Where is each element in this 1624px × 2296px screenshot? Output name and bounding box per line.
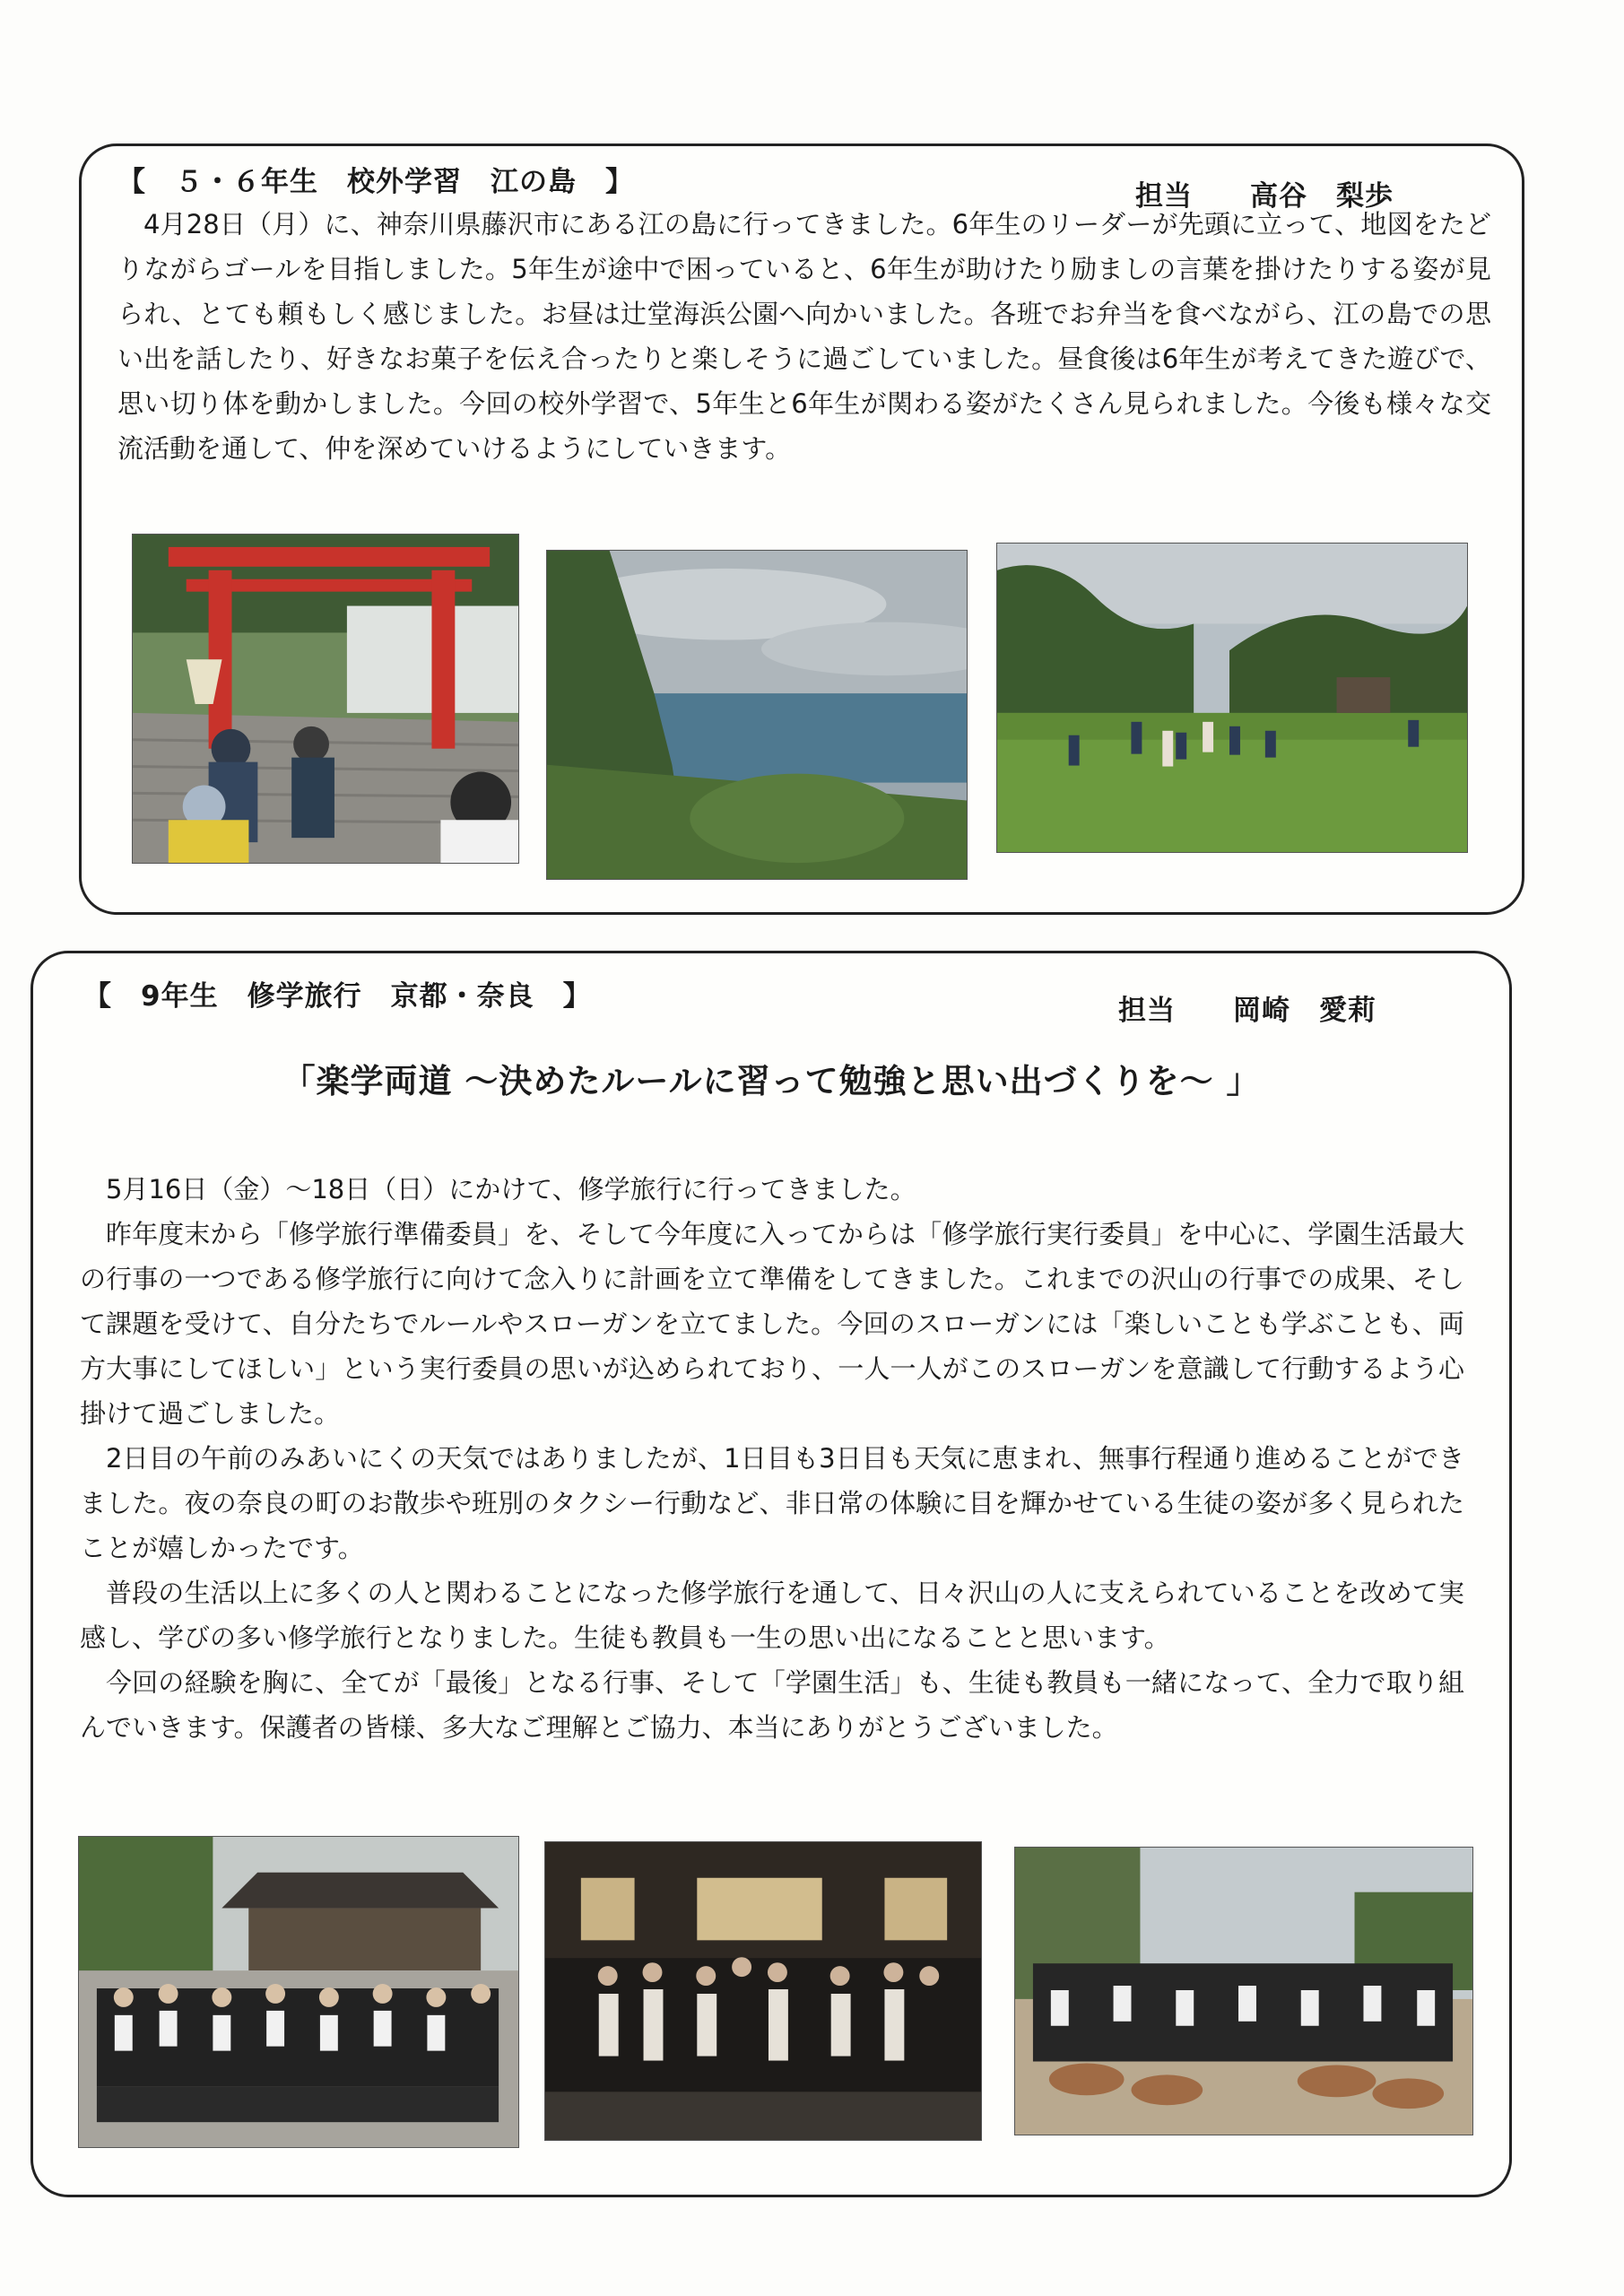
section2-teacher: 担当 岡崎 愛莉	[1118, 995, 1376, 1027]
photo-sea-view	[546, 550, 968, 880]
section2-header: 【 9年生 修学旅行 京都・奈良 】	[83, 980, 592, 1013]
section1-body	[117, 202, 1491, 471]
photo-group-deer	[1014, 1847, 1473, 2135]
section2-paragraph: 5月16日（金）～18日（日）にかけて、修学旅行に行ってきました。	[106, 1174, 916, 1205]
section2-paragraph: 普段の生活以上に多くの人と関わることになった修学旅行を通して、日々沢山の人に支えられていることを改めて実感し、学びの多い修学旅行となりました。生徒も教員も一生の思い出になることと思います。	[80, 1578, 1464, 1653]
section2-body	[80, 1167, 1464, 1750]
section1-paragraph: 4月28日（月）に、神奈川県藤沢市にある江の島に行ってきました。6年生のリーダーが先頭に立って、地図をたどりながらゴールを目指しました。5年生が途中で困っていると、6年生が助けたり励ましの言葉を掛けたりする姿が見られ、とても頼もしく感じました。お昼は辻堂海浜公園へ向かいました。各班でお弁当を食べながら、江の島での思い出を話したり、好きなお菓子を伝え合ったりと楽しそうに過ごしていました。昼食後は6年生が考えてきた遊びで、思い切り体を動かしました。今回の校外学習で、5年生と6年生が関わる姿がたくさん見られました。今後も様々な交流活動を通して、仲を深めていけるようにしていきます。	[117, 209, 1491, 464]
section2-paragraph: 今回の経験を胸に、全てが「最後」となる行事、そして「学園生活」も、生徒も教員も一緒になって、全力で取り組んでいきます。保護者の皆様、多大なご理解とご協力、本当にありがとうございました。	[80, 1667, 1464, 1743]
photo-park-field	[996, 543, 1468, 853]
photo-torii-gate	[132, 534, 519, 864]
photo-group-temple	[78, 1836, 519, 2148]
section1-header: 【 ５・６年生 校外学習 江の島 】	[117, 166, 634, 198]
section2-paragraph: 昨年度末から「修学旅行準備委員」を、そして今年度に入ってからは「修学旅行実行委員」を中心に、学園生活最大の行事の一つである修学旅行に向けて念入りに計画を立て準備をしてきました。これまでの沢山の行事での成果、そして課題を受けて、自分たちでルールやスローガンを立てました。今回のスローガンには「楽しいことも学ぶことも、両方大事にしてほしい」という実行委員の思いが込められており、一人一人がこのスローガンを意識して行動するよう心掛けて過ごしました。	[80, 1219, 1464, 1429]
section2-slogan: 「楽学両道 ～決めたルールに習って勉強と思い出づくりを～ 」	[282, 1062, 1261, 1100]
photo-group-hall	[544, 1841, 982, 2141]
section2-paragraph: 2日目の午前のみあいにくの天気ではありましたが、1日目も3日目も天気に恵まれ、無事行程通り進めることができました。夜の奈良の町のお散歩や班別のタクシー行動など、非日常の体験に目を輝かせている生徒の姿が多く見られたことが嬉しかったです。	[80, 1443, 1464, 1563]
section-school-trip-enoshima	[79, 144, 1524, 915]
section1-teacher: 担当 高谷 梨歩	[1135, 180, 1394, 213]
section-school-excursion-kyoto-nara	[30, 951, 1512, 2197]
